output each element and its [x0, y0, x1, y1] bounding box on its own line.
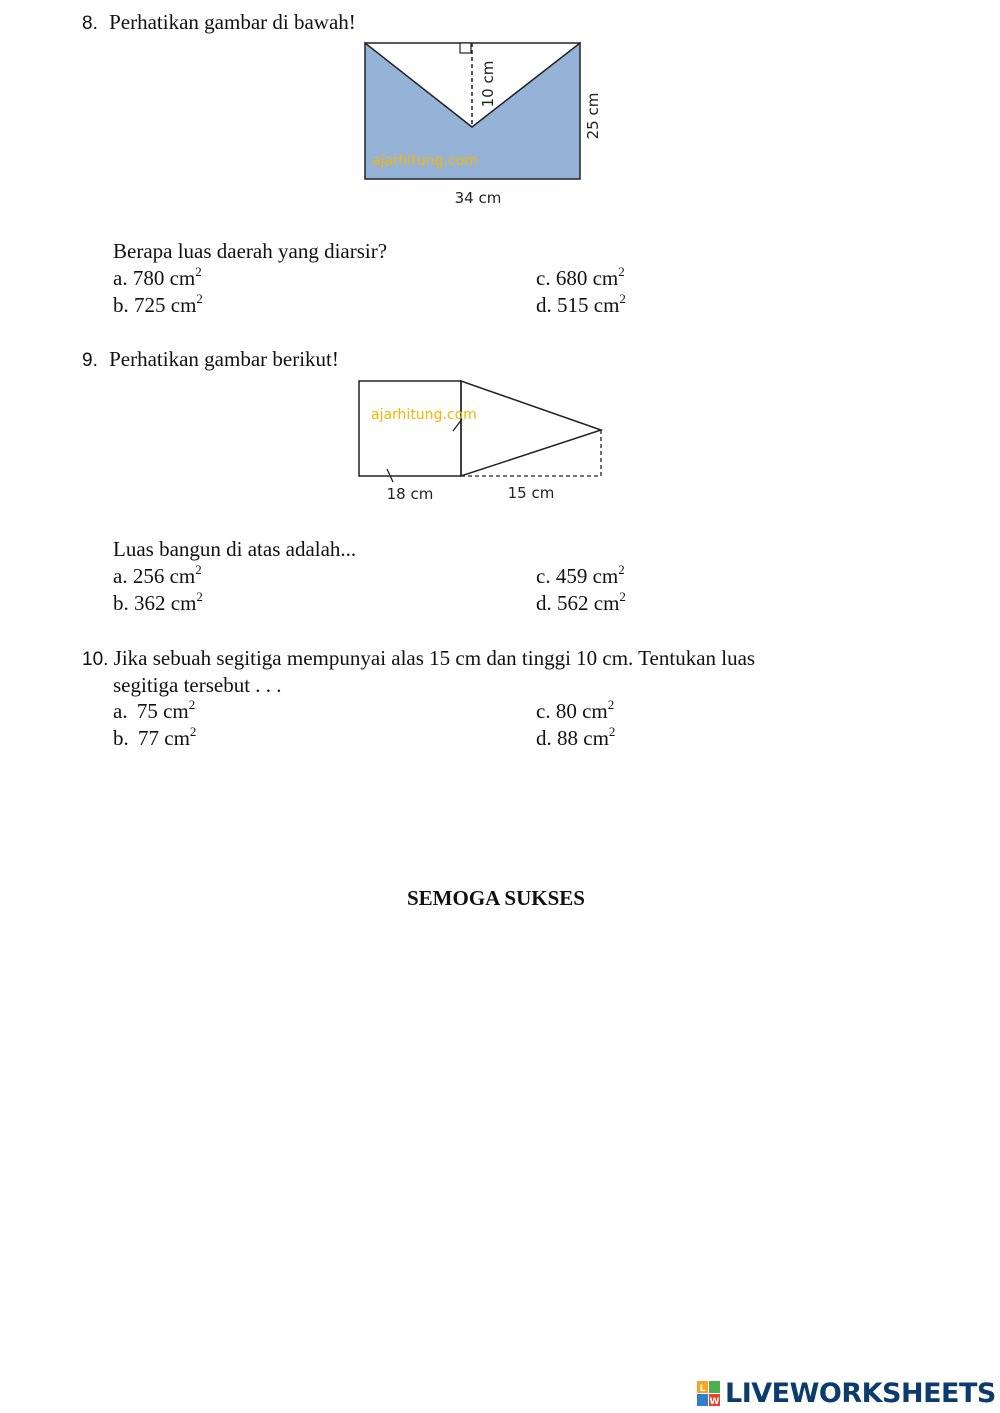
option-exponent: 2: [619, 589, 626, 604]
option-d[interactable]: [536, 725, 615, 751]
right-angle-marker: [460, 43, 471, 53]
option-exponent: 2: [608, 724, 616, 739]
option-exponent: 2: [189, 724, 197, 739]
question-8-text: Berapa luas daerah yang diarsir?: [113, 239, 388, 263]
option-b[interactable]: [113, 725, 196, 751]
option-value: 80 cm: [555, 699, 608, 723]
option-value: 77 cm: [138, 726, 190, 750]
triangle: [461, 381, 601, 476]
option-letter: b.: [113, 293, 129, 317]
question-number: 9.: [82, 350, 98, 371]
option-c[interactable]: [536, 265, 625, 291]
option-letter: a.: [113, 266, 128, 290]
option-value: 515 cm: [557, 293, 620, 317]
option-a[interactable]: [113, 265, 202, 291]
option-c[interactable]: [536, 563, 625, 589]
logo-icon: [697, 1381, 721, 1407]
triangle-label: 15 cm: [507, 484, 555, 502]
question-9-text: Luas bangun di atas adalah...: [113, 537, 357, 561]
option-letter: d.: [536, 293, 552, 317]
liveworksheets-logo[interactable]: [697, 1378, 996, 1412]
option-exponent: 2: [188, 697, 196, 712]
watermark: ajarhitung.com: [372, 153, 478, 169]
option-letter: a.: [113, 699, 128, 723]
option-exponent: 2: [619, 291, 626, 306]
figure-square-triangle: [350, 375, 615, 510]
question-prompt: Jika sebuah segitiga mempunyai alas 15 cm dan tinggi 10 cm. Tentukan luas: [113, 646, 756, 670]
option-a[interactable]: [113, 563, 202, 589]
option-value: 780 cm: [132, 266, 196, 290]
option-value: 562 cm: [557, 591, 620, 615]
option-letter: d.: [536, 591, 552, 615]
option-exponent: 2: [607, 697, 615, 712]
option-value: 362 cm: [134, 591, 197, 615]
option-letter: a.: [113, 564, 128, 588]
option-d[interactable]: [536, 292, 626, 318]
option-d[interactable]: [536, 590, 626, 616]
question-10: [82, 645, 755, 673]
question-prompt: Perhatikan gambar di bawah!: [109, 10, 356, 34]
question-8: [82, 9, 356, 37]
option-value: 256 cm: [132, 564, 196, 588]
square-label: 18 cm: [386, 485, 434, 503]
option-a[interactable]: [113, 698, 195, 724]
side-label: 25 cm: [584, 92, 602, 140]
option-value: 459 cm: [555, 564, 619, 588]
option-value: 725 cm: [134, 293, 197, 317]
logo-letter: W: [709, 1396, 720, 1407]
question-9: [82, 346, 339, 374]
option-exponent: 2: [196, 291, 203, 306]
height-label: 10 cm: [479, 60, 497, 108]
option-letter: b.: [113, 591, 129, 615]
question-10-line2: segitiga tersebut . . .: [113, 673, 282, 697]
option-value: 88 cm: [557, 726, 609, 750]
option-exponent: 2: [618, 264, 625, 279]
option-value: 680 cm: [555, 266, 619, 290]
figure-shaded-rectangle: [350, 38, 610, 213]
option-letter: c.: [536, 266, 551, 290]
watermark: ajarhitung.com: [371, 407, 477, 423]
closing-text: SEMOGA SUKSES: [407, 886, 585, 910]
option-letter: b.: [113, 726, 129, 750]
option-letter: d.: [536, 726, 552, 750]
question-number: 10.: [82, 649, 109, 670]
option-b[interactable]: [113, 590, 203, 616]
option-letter: c.: [536, 564, 551, 588]
option-c[interactable]: [536, 698, 614, 724]
logo-letter: L: [699, 1383, 706, 1394]
option-b[interactable]: [113, 292, 203, 318]
base-label: 34 cm: [454, 189, 502, 207]
option-exponent: 2: [195, 264, 202, 279]
option-value: 75 cm: [136, 699, 189, 723]
option-exponent: 2: [195, 562, 202, 577]
brand-name: LIVEWORKSHEETS: [725, 1378, 996, 1409]
square: [359, 381, 461, 476]
option-exponent: 2: [618, 562, 625, 577]
question-prompt: Perhatikan gambar berikut!: [109, 347, 339, 371]
option-exponent: 2: [196, 589, 203, 604]
option-letter: c.: [536, 699, 551, 723]
question-number: 8.: [82, 13, 98, 34]
